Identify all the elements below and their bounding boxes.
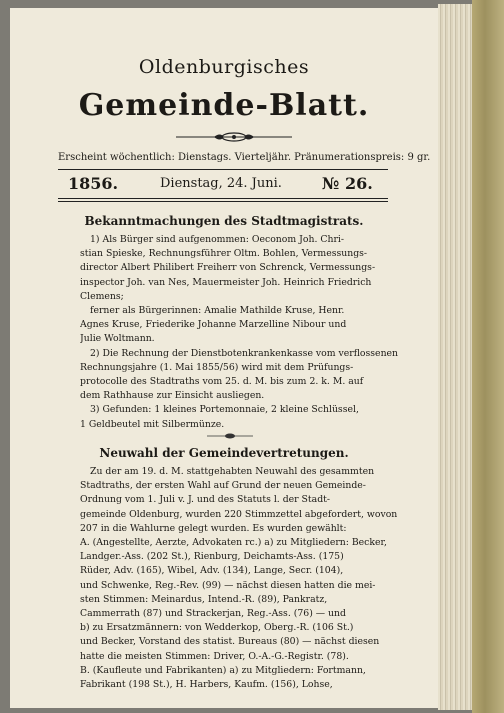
book-spine: [472, 0, 504, 713]
top-rule: [58, 169, 388, 170]
text-line: sten Stimmen: Meinardus, Intend.-R. (89), Pankratz,: [80, 593, 328, 605]
dateline-rule-bottom: [58, 201, 388, 202]
newspaper-page: [10, 8, 438, 708]
text-line: 1 Geldbeutel mit Silbermünze.: [80, 418, 225, 430]
section-title-neuwahl: Neuwahl der Gemeindevertretungen.: [99, 446, 349, 460]
text-line: Agnes Kruse, Friederike Johanne Marzelline Nibour und: [80, 319, 347, 331]
dateline-rule-top: [58, 198, 388, 199]
text-line: B. (Kaufleute und Fabrikanten) a) zu Mitgliedern: Fortmann,: [80, 664, 366, 676]
text-line: Stadtraths, der ersten Wahl auf Grund der neuen Gemeinde-: [80, 480, 366, 492]
text-line: Julie Woltmann.: [80, 333, 155, 345]
text-line: A. (Angestellte, Aerzte, Advokaten rc.) a) zu Mitgliedern: Becker,: [80, 537, 387, 549]
masthead-title: Gemeinde-Blatt.: [78, 88, 370, 123]
page-content: [10, 8, 438, 708]
issue-date: Dienstag, 24. Juni.: [160, 176, 282, 191]
text-line: Fabrikant (198 St.), H. Harbers, Kaufm. (156), Lohse,: [80, 679, 333, 691]
text-line: dem Rathhause zur Einsicht ausliegen.: [80, 390, 265, 402]
text-line: 1) Als Bürger sind aufgenommen: Oeconom Joh. Chri-: [90, 234, 345, 245]
text-line: Rüder, Adv. (165), Wibel, Adv. (134), Lange, Secr. (104),: [80, 565, 344, 577]
text-line: hatte die meisten Stimmen: Driver, O.-A.-G.-Registr. (78).: [80, 650, 349, 662]
text-line: inspector Joh. van Nes, Mauermeister Joh. Heinrich Friedrich: [80, 276, 372, 288]
text-line: 2) Die Rechnung der Dienstbotenkrankenkasse vom verflossenen: [90, 347, 399, 359]
text-line: Zu der am 19. d. M. stattgehabten Neuwahl des gesammten: [90, 466, 375, 477]
text-line: stian Spieske, Rechnungsführer Oltm. Bohlen, Vermessungs-: [80, 248, 368, 260]
issue-year: 1856.: [68, 174, 119, 193]
masthead-ornament: [174, 130, 294, 144]
masthead-subtitle: Erscheint wöchentlich: Dienstags. Vierteljähr. Pränumerationspreis: 9 gr.: [58, 152, 431, 163]
text-line: Rechnungsjahre (1. Mai 1855/56) wird mit dem Prüfungs-: [80, 361, 354, 373]
section-divider-ornament: [205, 432, 255, 440]
text-line: director Albert Philibert Freiherr von Schrenck, Vermessungs-: [80, 262, 376, 274]
text-line: Clemens;: [80, 290, 124, 302]
dateline: [10, 172, 438, 196]
text-line: Landger.-Ass. (202 St.), Rienburg, Deichamts-Ass. (175): [80, 551, 344, 563]
text-line: gemeinde Oldenburg, wurden 220 Stimmzettel abgefordert, wovon: [80, 508, 398, 520]
text-line: protocolle des Stadtraths vom 25. d. M. bis zum 2. k. M. auf: [80, 376, 364, 388]
section-title-magistrat: Bekanntmachungen des Stadtmagistrats.: [84, 214, 364, 228]
page-edges: [438, 4, 472, 710]
text-line: ferner als Bürgerinnen: Amalie Mathilde Kruse, Henr.: [90, 305, 345, 317]
text-line: 207 in die Wahlurne gelegt wurden. Es wurden gewählt:: [80, 522, 347, 534]
masthead-top-line: Oldenburgisches: [138, 56, 310, 78]
text-line: Cammerrath (87) und Strackerjan, Reg.-Ass. (76) — und: [80, 608, 346, 620]
text-line: und Becker, Vorstand des statist. Bureaus (80) — nächst diesen: [80, 636, 380, 648]
text-line: 3) Gefunden: 1 kleines Portemonnaie, 2 kleine Schlüssel,: [90, 404, 359, 416]
text-line: und Schwenke, Reg.-Rev. (99) — nächst diesen hatten die mei-: [80, 579, 376, 591]
section-body-neuwahl: [80, 465, 400, 692]
text-line: Ordnung vom 1. Juli v. J. und des Statuts l. der Stadt-: [80, 494, 331, 506]
text-line: b) zu Ersatzmännern: von Wedderkop, Oberg.-R. (106 St.): [80, 622, 354, 634]
section-body-magistrat: [80, 233, 400, 432]
issue-number: № 26.: [322, 174, 373, 193]
